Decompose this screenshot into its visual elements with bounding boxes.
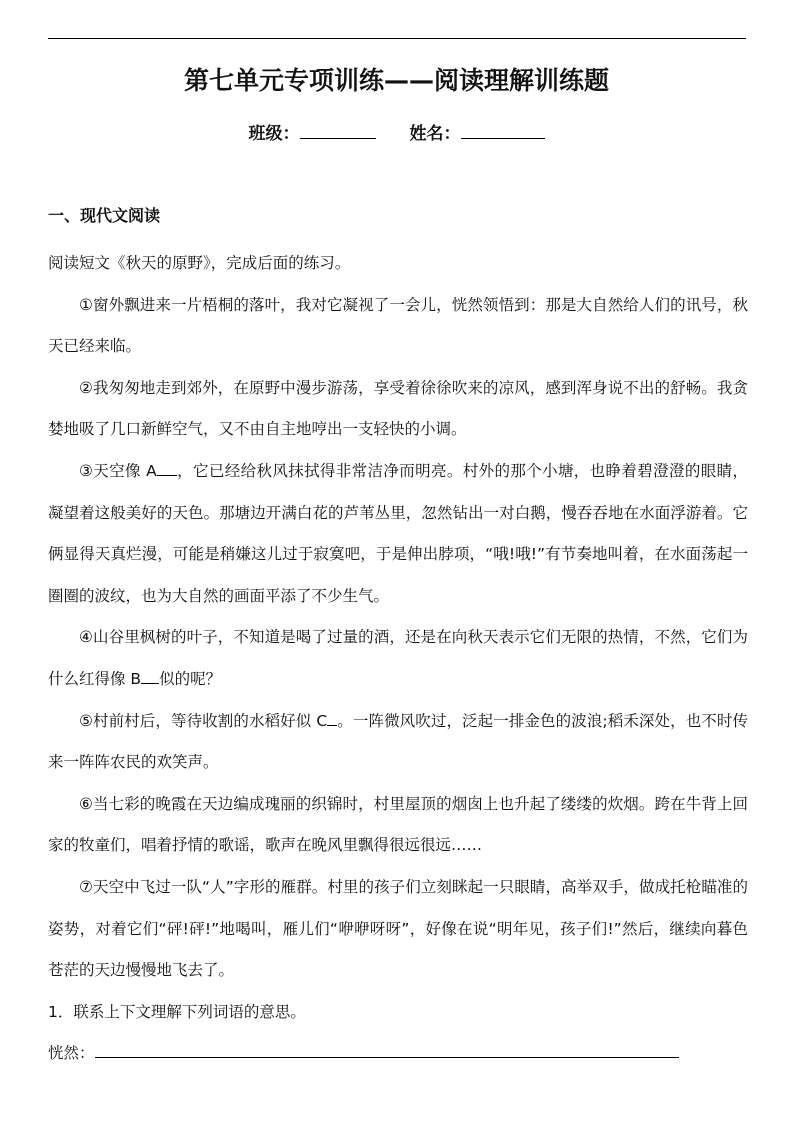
passage-intro: 阅读短文《秋天的原野》，完成后面的练习。 bbox=[48, 254, 351, 272]
paragraph-5-part-a: ⑤村前村后，等待收割的水稻好似 C bbox=[79, 711, 328, 730]
section-heading: 一、现代文阅读 bbox=[48, 206, 161, 225]
paragraph-7: ⑦天空中飞过一队“人”字形的雁群。村里的孩子们立刻眯起一只眼睛，高举双手，做成托枪瞄准的姿势，对着它们“砰!砰!”地喝叫，雁儿们“咿咿呀呀”，好像在说“明年见，孩子们!”然后，继续向暮色苍茫的天边慢慢地飞去了。 bbox=[48, 877, 748, 980]
paragraph-1: ①窗外飘进来一片梧桐的落叶，我对它凝视了一会儿，恍然领悟到：那是大自然给人们的讯号，秋天已经来临。 bbox=[48, 295, 748, 356]
paragraph-2: ②我匆匆地走到郊外，在原野中漫步游荡，享受着徐徐吹来的凉风，感到浑身说不出的舒畅。我贪婪地吸了几口新鲜空气，又不由自主地哼出一支轻快的小调。 bbox=[48, 378, 748, 439]
class-blank-line[interactable] bbox=[300, 120, 376, 139]
paragraph-4-part-a: ④山谷里枫树的叶子，不知道是喝了过量的酒，还是在向秋天表示它们无限的热情，不然，它们为什么红得像 B bbox=[48, 628, 748, 688]
header-rule bbox=[48, 38, 746, 39]
term-label: 恍然： bbox=[48, 1044, 95, 1063]
class-label: 班级： bbox=[248, 124, 300, 144]
question-1-prompt: 1．联系上下文理解下列词语的意思。 bbox=[48, 1002, 306, 1021]
name-field bbox=[410, 120, 545, 147]
question-1-term-row bbox=[48, 1033, 748, 1075]
student-info-row bbox=[0, 120, 793, 147]
paragraph-4-part-b: 似的呢？ bbox=[159, 669, 222, 688]
paragraph-5 bbox=[48, 701, 748, 784]
paragraph-4 bbox=[48, 617, 748, 700]
name-blank-line[interactable] bbox=[461, 120, 545, 139]
blank-c[interactable] bbox=[327, 709, 337, 726]
blank-b[interactable] bbox=[141, 667, 159, 684]
paragraph-5-part-b: 。一阵微风吹过，泛起一排金色的波浪;稻禾深处，也不时传来一阵阵农民的欢笑声。 bbox=[48, 711, 748, 772]
class-field bbox=[249, 120, 376, 147]
paragraph-3 bbox=[48, 451, 748, 617]
name-label: 姓名： bbox=[409, 124, 461, 144]
answer-line[interactable] bbox=[95, 1039, 679, 1058]
paragraph-3-part-b: ，它已经给秋风抹拭得非常洁净而明亮。村外的那个小塘，也睁着碧澄澄的眼睛，凝望着这般美好的天色。那塘边开满白花的芦苇丛里，忽然钻出一对白鹅，慢吞吞地在水面浮游着。它俩显得天真烂漫，可能是稍嫌这儿过于寂寞吧，于是伸出脖项，“哦!哦!”有节奏地叫着，在水面荡起一圈圈的波纹，也为大自然的画面平添了不少生气。 bbox=[48, 461, 748, 605]
paragraph-6: ⑥当七彩的晚霞在天边编成瑰丽的织锦时，村里屋顶的烟囱上也升起了缕缕的炊烟。跨在牛背上回家的牧童们，唱着抒情的歌谣，歌声在晚风里飘得很远很远…… bbox=[48, 794, 748, 855]
blank-a[interactable] bbox=[157, 459, 177, 476]
page-title: 第七单元专项训练——阅读理解训练题 bbox=[183, 66, 609, 95]
paragraph-3-part-a: ③天空像 A bbox=[79, 461, 157, 480]
reading-passage bbox=[48, 243, 748, 1075]
